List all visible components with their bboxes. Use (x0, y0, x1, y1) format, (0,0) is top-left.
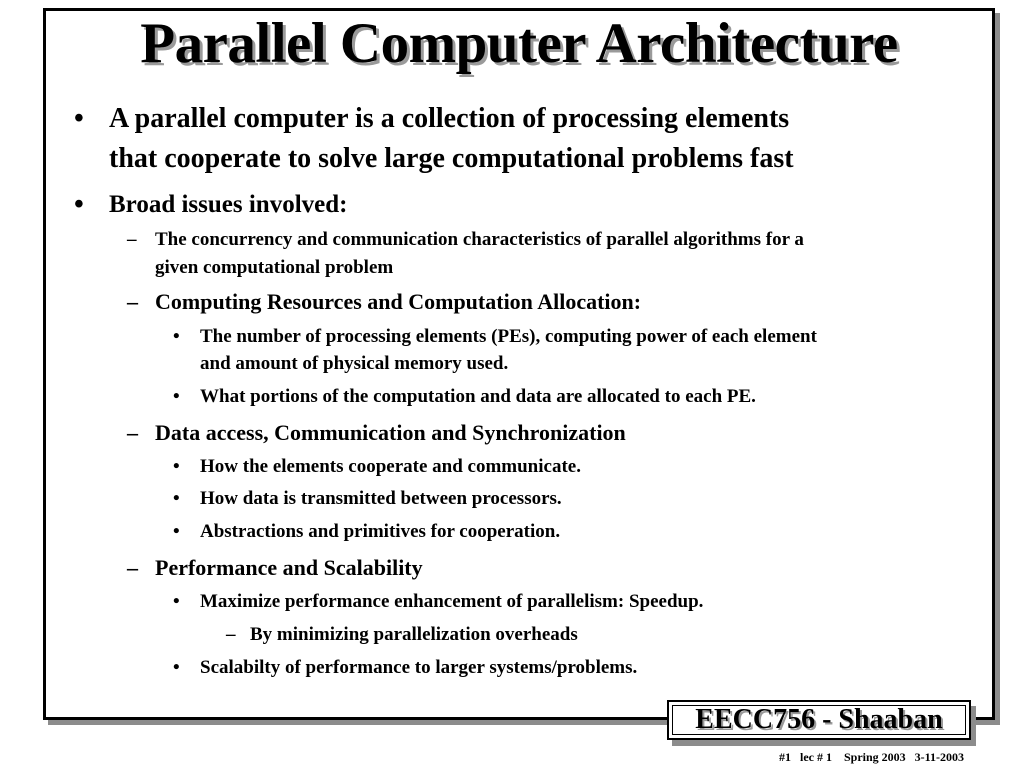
point-speedup: Maximize performance enhancement of parallelism: Speedup. (200, 591, 704, 612)
point-cooperate: How the elements cooperate and communicate. (200, 456, 581, 477)
bullet-marker: • (74, 103, 84, 134)
point-scalability: Scalabilty of performance to larger systems/problems. (200, 657, 638, 678)
point-pe-count-line-2: and amount of physical memory used. (200, 353, 509, 374)
footer-inner-border (672, 705, 966, 735)
bullet-marker: • (173, 591, 180, 612)
bullet-marker: • (173, 326, 180, 347)
sub-item-concurrency-line-1: The concurrency and communication characteristics of parallel algorithms for a (155, 229, 804, 250)
dash-marker: – (127, 555, 138, 580)
footer-lecture-info: #1 lec # 1 Spring 2003 3-11-2003 (779, 750, 964, 764)
bullet-marker: • (173, 657, 180, 678)
point-allocation: What portions of the computation and data are allocated to each PE. (200, 386, 756, 407)
bullet-broad-issues: Broad issues involved: (109, 191, 348, 218)
footer-course-box (667, 700, 971, 740)
bullet-definition-line-2: that cooperate to solve large computational problems fast (109, 143, 794, 174)
point-overheads: By minimizing parallelization overheads (250, 624, 578, 645)
sub-item-performance: Performance and Scalability (155, 555, 423, 580)
point-transmission: How data is transmitted between processors. (200, 488, 562, 509)
footer-course-label: EECC756 - Shaaban (695, 704, 943, 735)
bullet-marker: • (173, 386, 180, 407)
slide-title: Parallel Computer Architecture (140, 12, 898, 75)
sub-item-computing-resources: Computing Resources and Computation Allocation: (155, 289, 642, 314)
bullet-marker: • (173, 456, 180, 477)
sub-item-data-access: Data access, Communication and Synchronization (155, 420, 626, 445)
bullet-definition-line-1: A parallel computer is a collection of processing elements (109, 103, 790, 134)
point-abstractions: Abstractions and primitives for cooperation. (200, 521, 561, 542)
bullet-marker: • (173, 521, 180, 542)
dash-marker: – (127, 229, 137, 250)
point-pe-count-line-1: The number of processing elements (PEs), computing power of each element (200, 326, 817, 347)
dash-marker: – (226, 624, 236, 645)
dash-marker: – (127, 420, 138, 445)
bullet-marker: • (173, 488, 180, 509)
bullet-marker: • (74, 189, 84, 220)
sub-item-concurrency-line-2: given computational problem (155, 257, 394, 278)
dash-marker: – (127, 289, 138, 314)
